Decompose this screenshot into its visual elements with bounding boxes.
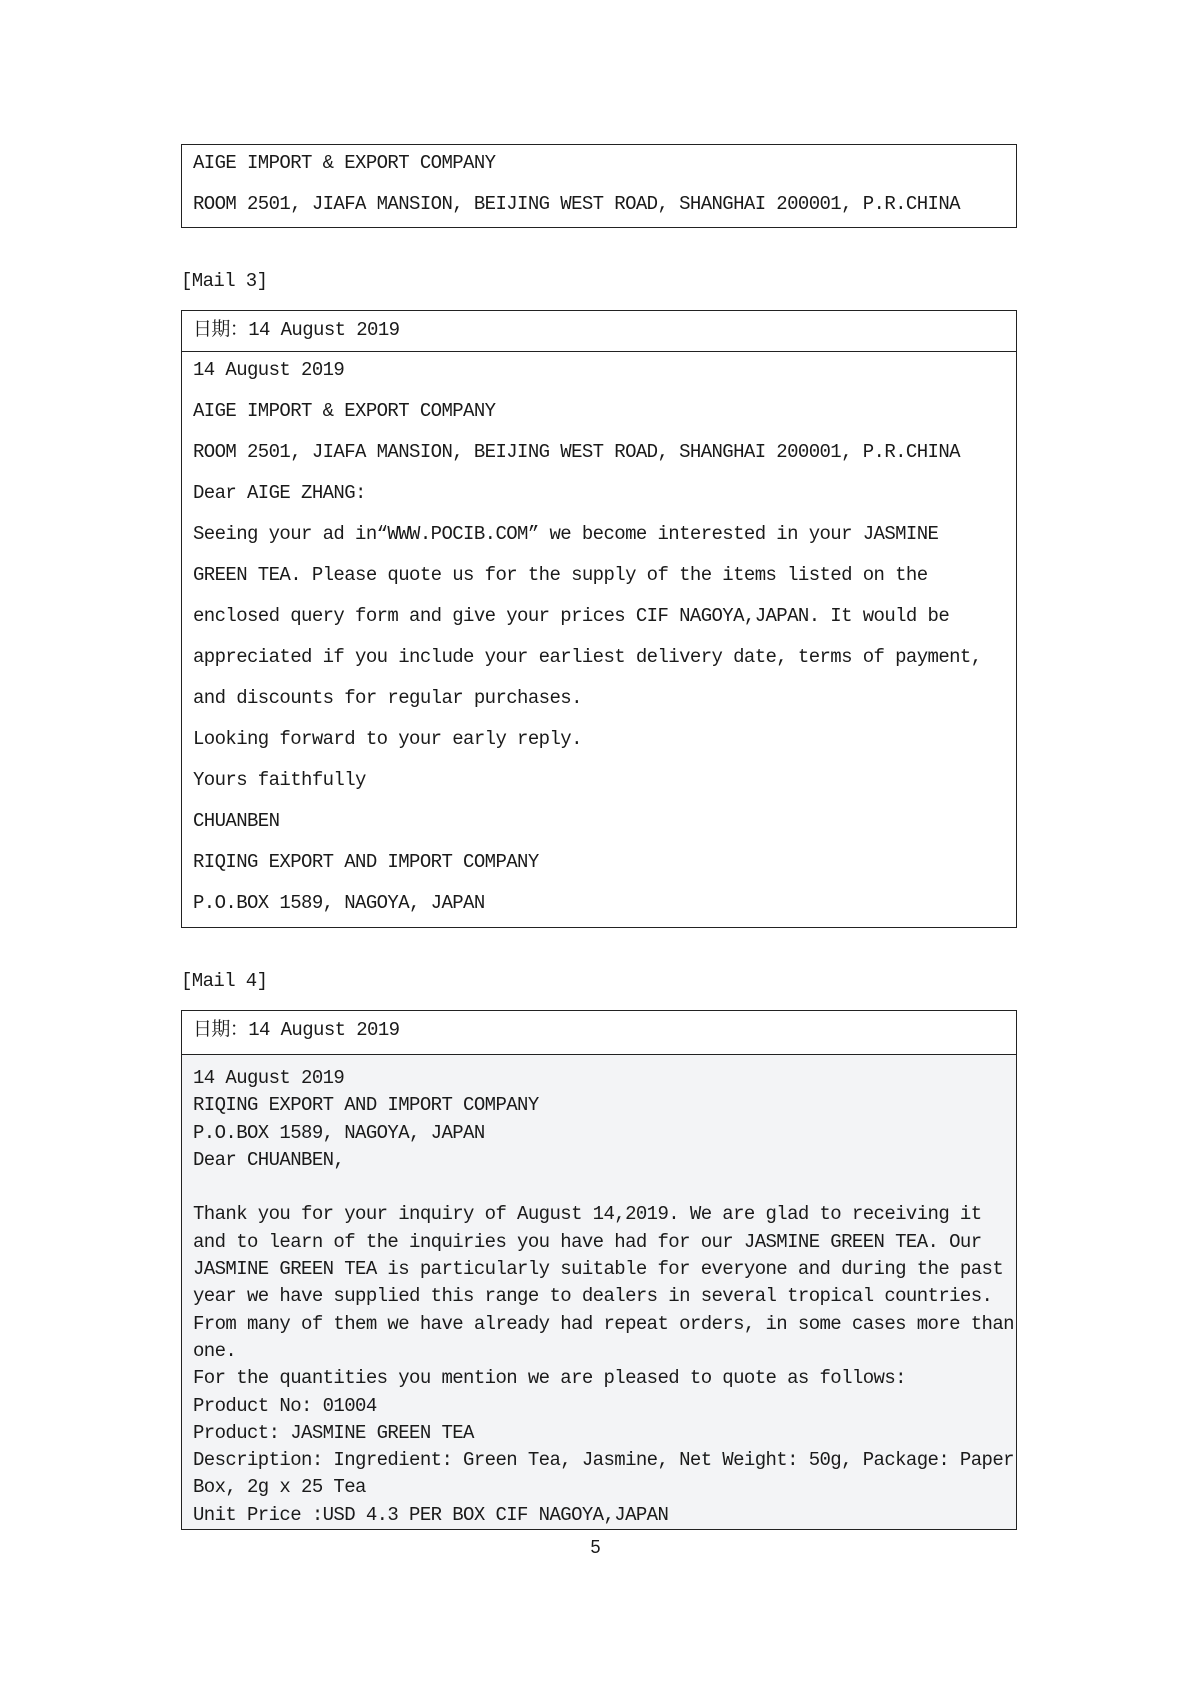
mail-4-line: For the quantities you mention we are pleased to quote as follows: <box>193 1367 906 1390</box>
mail-4-line <box>193 1174 1005 1201</box>
mail-4-line: P.O.BOX 1589, NAGOYA, JAPAN <box>193 1121 485 1144</box>
mail-3-line: ROOM 2501, JIAFA MANSION, BEIJING WEST ROAD, SHANGHAI 200001, P.R.CHINA <box>193 441 960 463</box>
mail-4-line: RIQING EXPORT AND IMPORT COMPANY <box>193 1094 539 1117</box>
page-number: 5 <box>590 1537 601 1557</box>
mail-4-line: Dear CHUANBEN, <box>193 1148 345 1171</box>
mail-4-line: Unit Price :USD 4.3 PER BOX CIF NAGOYA,JAPAN <box>193 1503 669 1526</box>
mail-3-date-header: 日期：14 August 2019 <box>182 311 1016 352</box>
mail-3-line: GREEN TEA. Please quote us for the supply of the items listed on the <box>193 564 928 586</box>
mail-4-date-header: 日期：14 August 2019 <box>182 1011 1016 1055</box>
address-box <box>181 144 1017 228</box>
mail-4-line: Product: JASMINE GREEN TEA <box>193 1421 474 1444</box>
mail-4-line: Product No: 01004 <box>193 1394 377 1417</box>
mail-3-line: Seeing your ad in“WWW.POCIB.COM” we become interested in your JASMINE <box>193 523 939 545</box>
mail-3-line: RIQING EXPORT AND IMPORT COMPANY <box>193 851 539 873</box>
mail-3-label: [Mail 3] <box>181 270 268 292</box>
company-name: AIGE IMPORT & EXPORT COMPANY <box>193 152 496 174</box>
mail-3-line: Yours faithfully <box>193 769 366 791</box>
company-address: ROOM 2501, JIAFA MANSION, BEIJING WEST ROAD, SHANGHAI 200001, P.R.CHINA <box>193 193 960 215</box>
mail-4-line: JASMINE GREEN TEA is particularly suitable for everyone and during the past <box>193 1258 1004 1281</box>
mail-4-line: Box, 2g x 25 Tea <box>193 1476 366 1499</box>
mail-3-line: Dear AIGE ZHANG: <box>193 482 366 504</box>
mail-4-body <box>182 1055 1016 1529</box>
mail-4-line: year we have supplied this range to dealers in several tropical countries. <box>193 1285 993 1308</box>
mail-4-line: one. <box>193 1339 237 1362</box>
mail-3-box <box>181 310 1017 928</box>
mail-3-line: 14 August 2019 <box>193 359 345 381</box>
mail-3-line: CHUANBEN <box>193 810 280 832</box>
mail-3-line: P.O.BOX 1589, NAGOYA, JAPAN <box>193 892 485 914</box>
mail-4-box <box>181 1010 1017 1530</box>
mail-3-line: and discounts for regular purchases. <box>193 687 582 709</box>
mail-3-line: appreciated if you include your earliest delivery date, terms of payment, <box>193 646 982 668</box>
mail-4-line: From many of them we have already had repeat orders, in some cases more than <box>193 1312 1014 1335</box>
mail-4-line: and to learn of the inquiries you have had for our JASMINE GREEN TEA. Our <box>193 1230 982 1253</box>
mail-3-line: enclosed query form and give your prices CIF NAGOYA,JAPAN. It would be <box>193 605 950 627</box>
mail-4-line: Thank you for your inquiry of August 14,2019. We are glad to receiving it <box>193 1203 982 1226</box>
mail-4-label: [Mail 4] <box>181 970 268 992</box>
mail-3-body <box>182 352 1016 929</box>
mail-3-line: AIGE IMPORT & EXPORT COMPANY <box>193 400 496 422</box>
mail-3-line: Looking forward to your early reply. <box>193 728 582 750</box>
mail-4-line: Description: Ingredient: Green Tea, Jasmine, Net Weight: 50g, Package: Paper <box>193 1449 1014 1472</box>
mail-4-line: 14 August 2019 <box>193 1067 345 1089</box>
